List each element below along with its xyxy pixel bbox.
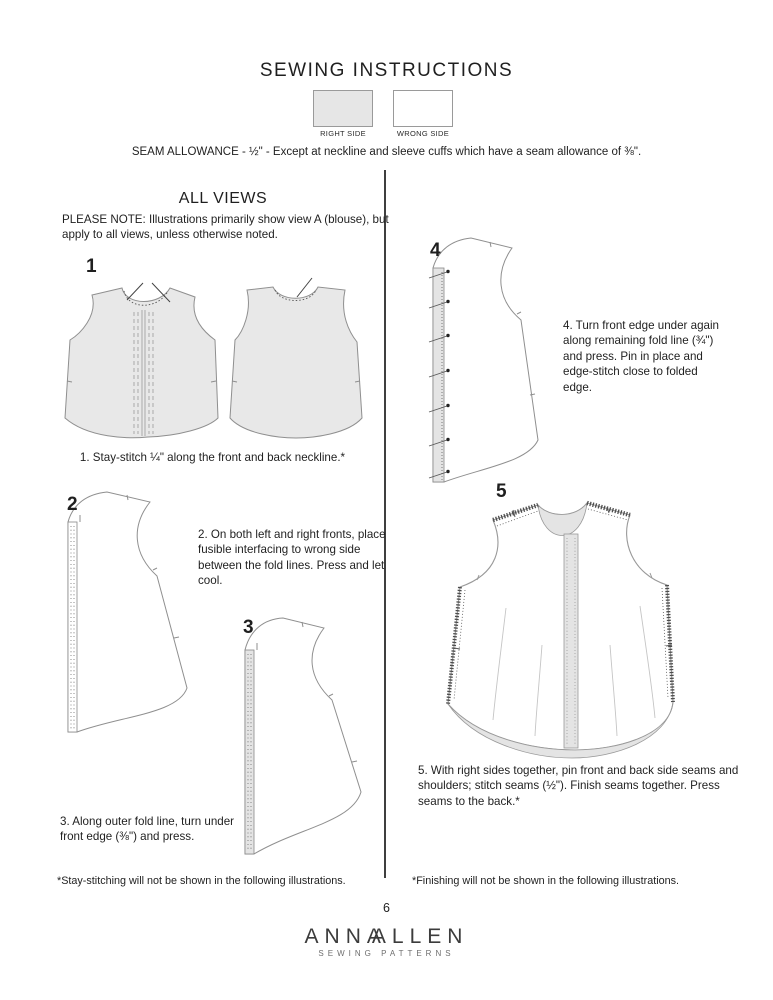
brand-word-allen: ALLEN bbox=[371, 925, 469, 948]
legend-wrong-side bbox=[393, 90, 453, 138]
wrong-side-label: WRONG SIDE bbox=[396, 129, 450, 138]
step3-number: 3 bbox=[243, 617, 254, 638]
right-side-label: RIGHT SIDE bbox=[320, 129, 366, 138]
step4-text: 4. Turn front edge under again along remaining fold line (¾") and press. Pin in place and edge-stitch close to folded edge. bbox=[563, 319, 719, 394]
step1-number: 1 bbox=[86, 256, 97, 277]
step1-text: 1. Stay-stitch ¼" along the front and back neckline.* bbox=[79, 451, 346, 464]
footnote-stay-stitching: *Stay-stitching will not be shown in the following illustrations. bbox=[57, 875, 346, 887]
legend-right-side bbox=[313, 90, 373, 138]
step2-diagram bbox=[60, 486, 205, 744]
step3-text: 3. Along outer fold line, turn under front edge (⅜") and press. bbox=[60, 815, 235, 844]
footnote-finishing: *Finishing will not be shown in the following illustrations. bbox=[412, 875, 680, 887]
seam-allowance-note: SEAM ALLOWANCE - ½" - Except at neckline and sleeve cuffs which have a seam allowance of ⅜". bbox=[131, 146, 642, 158]
wrong-side-swatch bbox=[393, 90, 453, 127]
step1-diagram bbox=[58, 266, 378, 446]
step2-number: 2 bbox=[67, 494, 78, 515]
front-piece-folded-edge bbox=[245, 618, 361, 854]
brand-logo bbox=[0, 925, 773, 958]
right-side-swatch bbox=[313, 90, 373, 127]
step2-text: 2. On both left and right fronts, place fusible interfacing to wrong side between the fold lines. Press and let cool. bbox=[198, 528, 386, 588]
brand-name bbox=[0, 925, 773, 948]
section-heading: ALL VIEWS bbox=[178, 190, 268, 207]
please-note-text: PLEASE NOTE: Illustrations primarily show view A (blouse), but apply to all views, unless otherwise noted. bbox=[62, 213, 389, 242]
step4-number: 4 bbox=[430, 240, 441, 261]
page-title: SEWING INSTRUCTIONS bbox=[259, 60, 514, 81]
step3-diagram bbox=[240, 614, 382, 862]
step5-text: 5. With right sides together, pin front and back side seams and shoulders; stitch seams (½"). Finish seams together. Press seams to the back.* bbox=[418, 764, 739, 808]
front-piece-pinned-edge bbox=[429, 238, 538, 482]
step5-diagram bbox=[444, 490, 706, 762]
page-number: 6 bbox=[383, 901, 390, 915]
step5-number: 5 bbox=[496, 481, 507, 502]
step4-diagram bbox=[427, 230, 562, 490]
front-piece bbox=[65, 283, 218, 438]
back-piece bbox=[230, 278, 362, 438]
front-piece-interfacing bbox=[68, 492, 187, 732]
brand-tagline: SEWING PATTERNS bbox=[318, 949, 455, 959]
assembled-garment bbox=[448, 503, 673, 758]
column-divider bbox=[384, 170, 386, 878]
brand-word-anna: ANNA bbox=[304, 925, 387, 948]
